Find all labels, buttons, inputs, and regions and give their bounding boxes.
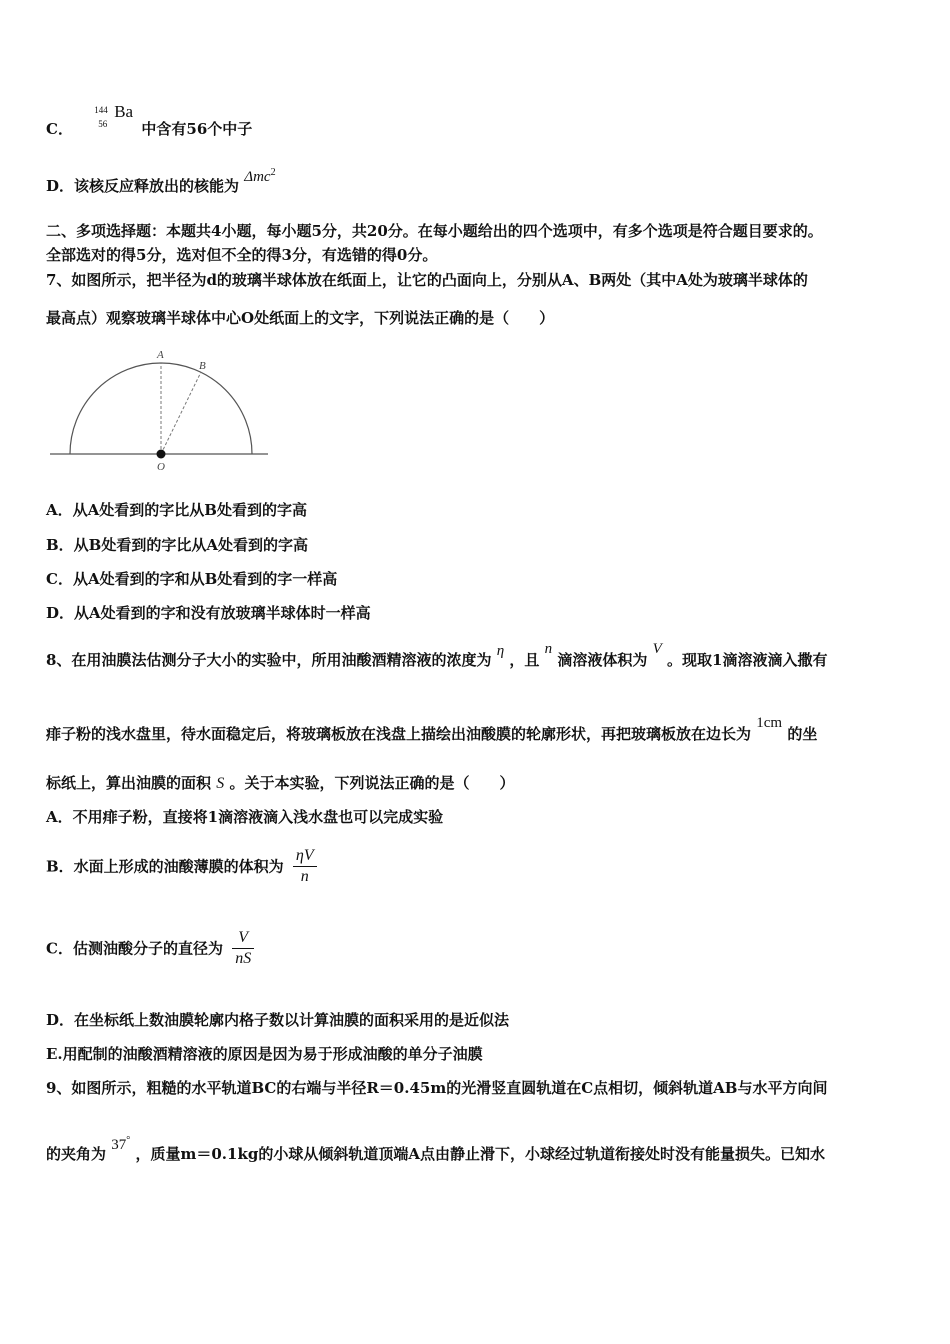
q8-stem-line2: 痱子粉的浅水盘里，待水面稳定后，将玻璃板放在浅盘上描绘出油酸膜的轮廓形状，再把玻璃板放在边长为 1cm 的坐: [46, 715, 818, 743]
line-o-to-b: [161, 372, 201, 454]
label-a: A: [157, 349, 164, 361]
q7-option-c: C．从A处看到的字和从B处看到的字一样高: [46, 570, 338, 588]
diameter-fraction: $\frac{V}{nS}$: [232, 928, 254, 969]
q9-stem-line2: 的夹角为 37° ，质量m＝0.1kg的小球从倾斜轨道顶端A点由静止滑下，小球经过轨道衔接处时没有能量损失。已知水: [46, 1141, 825, 1165]
label-b: B: [199, 360, 206, 372]
center-point-o: [157, 450, 166, 459]
label-o: O: [157, 461, 165, 473]
symbol-eta: η: [496, 643, 505, 659]
q8-stem-line1: 8、在用油膜法估测分子大小的实验中，所用油酸酒精溶液的浓度为 η ，且 n 滴溶液体积为 V 。现取1滴溶液滴入撒有: [46, 641, 828, 669]
q6-option-d: D．该核反应释放出的核能为 Δmc$^2$: [46, 173, 276, 197]
q8-stem-line3: 标纸上，算出油膜的面积 S 。关于本实验，下列说法正确的是（ ）: [46, 774, 515, 792]
q8-option-b: B．水面上形成的油酸薄膜的体积为 $\frac{\eta V}{n}$: [46, 846, 317, 887]
symbol-s: S: [216, 775, 225, 792]
symbol-v: V: [652, 641, 662, 657]
q9-stem-line1: 9、如图所示，粗糙的水平轨道BC的右端与半径R＝0.45m的光滑竖直圆轨道在C点相切，倾斜轨道AB与水平方向间: [46, 1079, 828, 1097]
q6-option-c: C． 144 56 Ba 中含有56个中子: [46, 102, 253, 138]
section2-heading-line2: 全部选对的得5分，选对但不全的得3分，有选错的得0分。: [46, 246, 438, 264]
section2-heading-line1: 二、多项选择题：本题共4小题，每小题5分，共20分。在每小题给出的四个选项中，有多个选项是符合题目要求的。: [46, 222, 823, 240]
q7-option-d: D．从A处看到的字和没有放玻璃半球体时一样高: [46, 604, 371, 622]
barium-nuclide: 144 56 Ba: [94, 102, 134, 129]
q8-option-c: C．估测油酸分子的直径为 $\frac{V}{nS}$: [46, 928, 254, 969]
unit-1cm: 1cm: [756, 715, 783, 731]
q8-option-d: D．在坐标纸上数油膜轮廓内格子数以计算油膜的面积采用的是近似法: [46, 1011, 510, 1029]
hemisphere-diagram: [46, 342, 276, 474]
q7-option-b: B．从B处看到的字比从A处看到的字高: [46, 536, 308, 554]
film-volume-fraction: $\frac{\eta V}{n}$: [293, 846, 317, 887]
q8-option-a: A．不用痱子粉，直接将1滴溶液滴入浅水盘也可以完成实验: [46, 808, 444, 826]
symbol-n: n: [544, 641, 553, 657]
energy-formula: Δmc$^2$: [244, 167, 276, 185]
q7-stem-line2: 最高点）观察玻璃半球体中心O处纸面上的文字，下列说法正确的是（ ）: [46, 309, 555, 327]
q7-stem-line1: 7、如图所示，把半径为d的玻璃半球体放在纸面上，让它的凸面向上，分别从A、B两处（其中A处为玻璃半球体的: [46, 271, 808, 289]
q7-option-a: A．从A处看到的字比从B处看到的字高: [46, 501, 307, 519]
q8-option-e: E.用配制的油酸酒精溶液的原因是因为易于形成油酸的单分子油膜: [46, 1045, 483, 1063]
angle-37: 37°: [111, 1135, 131, 1153]
